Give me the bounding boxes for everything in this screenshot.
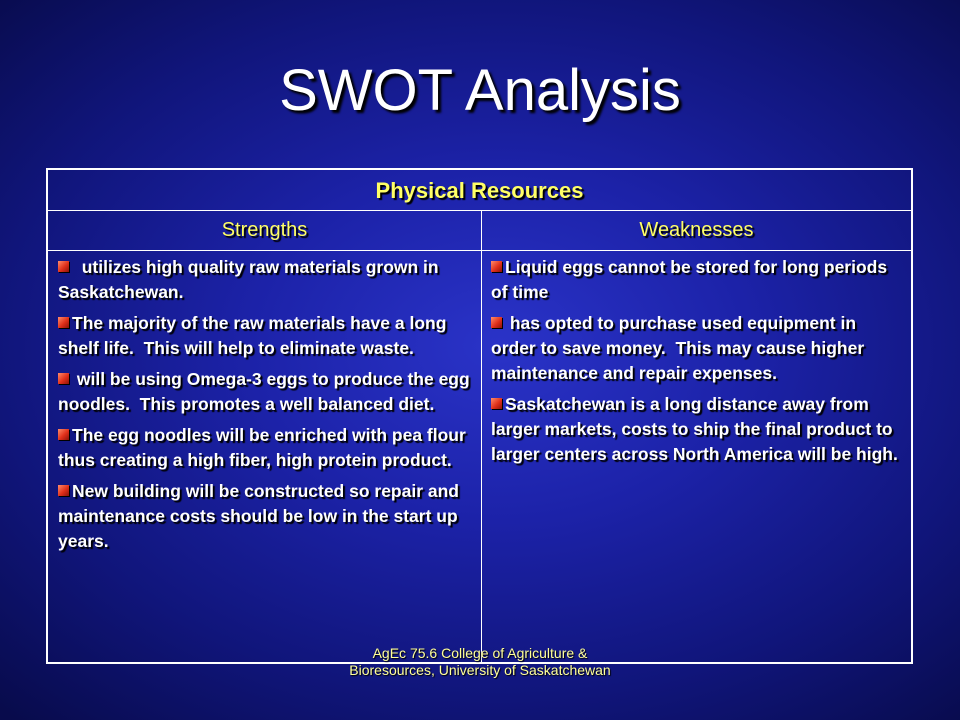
strength-item	[58, 423, 476, 473]
bullet-icon	[58, 429, 69, 440]
strength-item	[58, 255, 476, 305]
weakness-text: has opted to purchase used equipment in order to save money. This may cause higher maintenance and repair expenses.	[491, 313, 870, 383]
bullet-icon	[58, 261, 69, 272]
bullet-icon	[58, 485, 69, 496]
slide-footer: AgEc 75.6 College of Agriculture & Bioresources, University of Saskatchewan	[349, 645, 611, 678]
strength-text: will be using Omega-3 eggs to produce the egg noodles. This promotes a well balanced diet.	[58, 369, 475, 414]
weakness-item	[491, 255, 903, 305]
strength-text: The egg noodles will be enriched with pea flour thus creating a high fiber, high protein product.	[58, 425, 471, 470]
strength-text: utilizes high quality raw materials grown in Saskatchewan.	[58, 257, 444, 302]
strength-text: The majority of the raw materials have a long shelf life. This will help to eliminate waste.	[58, 313, 452, 358]
bullet-icon	[491, 261, 502, 272]
slide-title: SWOT Analysis	[279, 58, 681, 123]
strength-text: New building will be constructed so repair and maintenance costs should be low in the start up years.	[58, 481, 464, 551]
strengths-cell	[58, 255, 476, 560]
bullet-icon	[58, 317, 69, 328]
bullet-icon	[58, 373, 69, 384]
column-header-strengths: Strengths	[48, 211, 481, 251]
bullet-icon	[491, 398, 502, 409]
weakness-item	[491, 392, 903, 467]
weaknesses-cell	[491, 255, 903, 473]
weakness-item	[491, 311, 903, 386]
table-header: Physical Resources	[48, 170, 911, 211]
strength-item	[58, 367, 476, 417]
weakness-text: Saskatchewan is a long distance away from larger markets, costs to ship the final product to larger centers across North America will be high.	[491, 394, 898, 464]
column-header-weaknesses: Weaknesses	[482, 211, 911, 251]
strength-item	[58, 479, 476, 554]
swot-table	[46, 168, 913, 664]
weakness-text: Liquid eggs cannot be stored for long periods of time	[491, 257, 892, 302]
strength-item	[58, 311, 476, 361]
column-divider	[481, 211, 482, 662]
bullet-icon	[491, 317, 502, 328]
